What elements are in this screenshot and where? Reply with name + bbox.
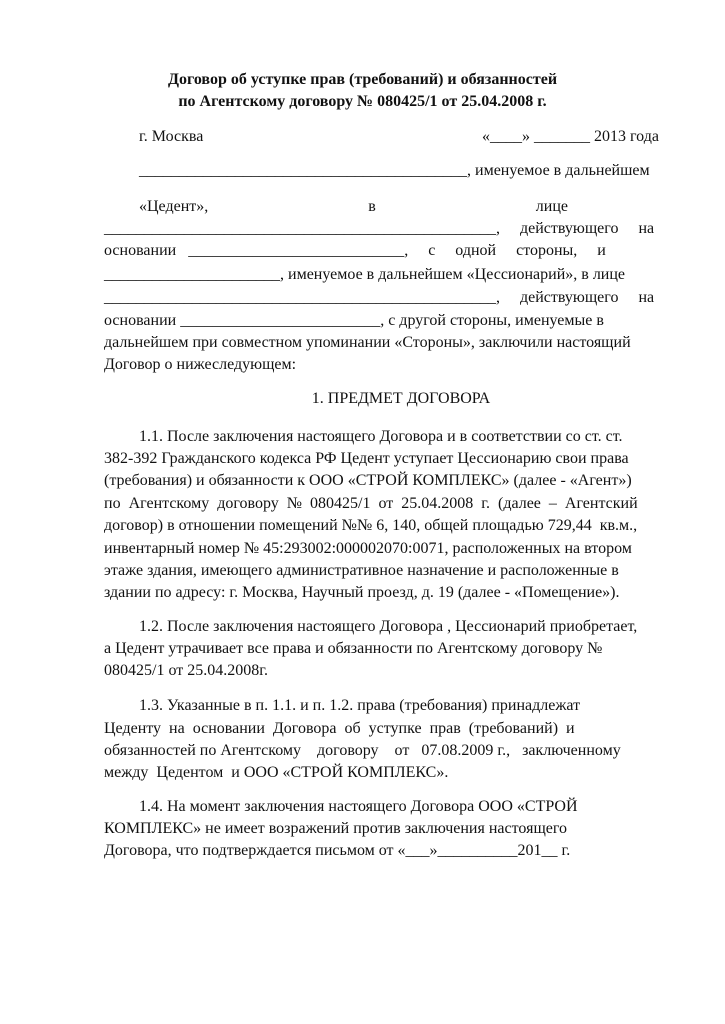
intro-line: ______________________, именуемое в дальнейшем «Цессионарий», в лице [104,266,626,283]
paragraph-line: (требования) и обязанности к ООО «СТРОЙ КОМПЛЕКС» (далее - «Агент») [104,472,632,489]
paragraph-line: 1.1. После заключения настоящего Договора и в соответствии со ст. ст. [139,428,623,445]
paragraph-line: КОМПЛЕКС» не имеет возражений против заключения настоящего [104,820,568,837]
intro-line: Договор о нижеследующем: [104,356,297,373]
paragraph-line: Договора, что подтверждается письмом от «___»__________201__ г. [104,842,571,859]
paragraph-line: договор) в отношении помещений №№ 6, 140, общей площадью 729,44 кв.м., [104,517,638,534]
intro-line: «Цедент», в лице [139,198,569,215]
paragraph-line: а Цедент утрачивает все права и обязанности по Агентскому договору № [104,640,603,657]
contract-date: «____» _______ 2013 года [482,128,659,145]
paragraph-line: 382-392 Гражданского кодекса РФ Цедент уступает Цессионарию свои права [104,450,629,467]
paragraph-line: этаже здания, имеющего административное назначение и расположенные в [104,562,619,579]
intro-line: дальнейшем при совместном упоминании «Стороны», заключили настоящий [104,334,631,351]
paragraph-line: 1.3. Указанные в п. 1.1. и п. 1.2. права (требования) принадлежат [139,697,581,714]
document-title-line-2: по Агентскому договору № 080425/1 от 25.04.2008 г. [178,93,547,110]
paragraph-line: здании по адресу: г. Москва, Научный проезд, д. 19 (далее - «Помещение»). [104,584,620,601]
paragraph-line: между Цедентом и ООО «СТРОЙ КОМПЛЕКС». [104,764,449,781]
paragraph-line: Цеденту на основании Договора об уступке прав (требований) и [104,720,575,737]
intro-line: основании _________________________, с другой стороны, именуемые в [104,312,604,329]
intro-line: _________________________________________________, действующего на [104,220,655,237]
paragraph-line: 1.4. На момент заключения настоящего Договора ООО «СТРОЙ [139,798,578,815]
intro-line: основании ___________________________, с одной стороны, и [104,242,606,259]
paragraph-line: 1.2. После заключения настоящего Договора , Цессионарий приобретает, [139,618,638,635]
section-heading: 1. ПРЕДМЕТ ДОГОВОРА [311,390,491,407]
paragraph-line: 080425/1 от 25.04.2008г. [104,662,268,679]
intro-line: _________________________________________, именуемое в дальнейшем [139,162,650,179]
paragraph-line: инвентарный номер № 45:293002:000002070:0071, расположенных на втором [104,540,632,557]
document-title-line-1: Договор об уступке прав (требований) и обязанностей [167,71,558,88]
paragraph-line: по Агентскому договору № 080425/1 от 25.04.2008 г. (далее – Агентский [104,495,638,512]
paragraph-line: обязанностей по Агентскому договору от 07.08.2009 г., заключенному [104,742,621,759]
city: г. Москва [139,128,204,145]
intro-line: _________________________________________________, действующего на [104,289,655,306]
